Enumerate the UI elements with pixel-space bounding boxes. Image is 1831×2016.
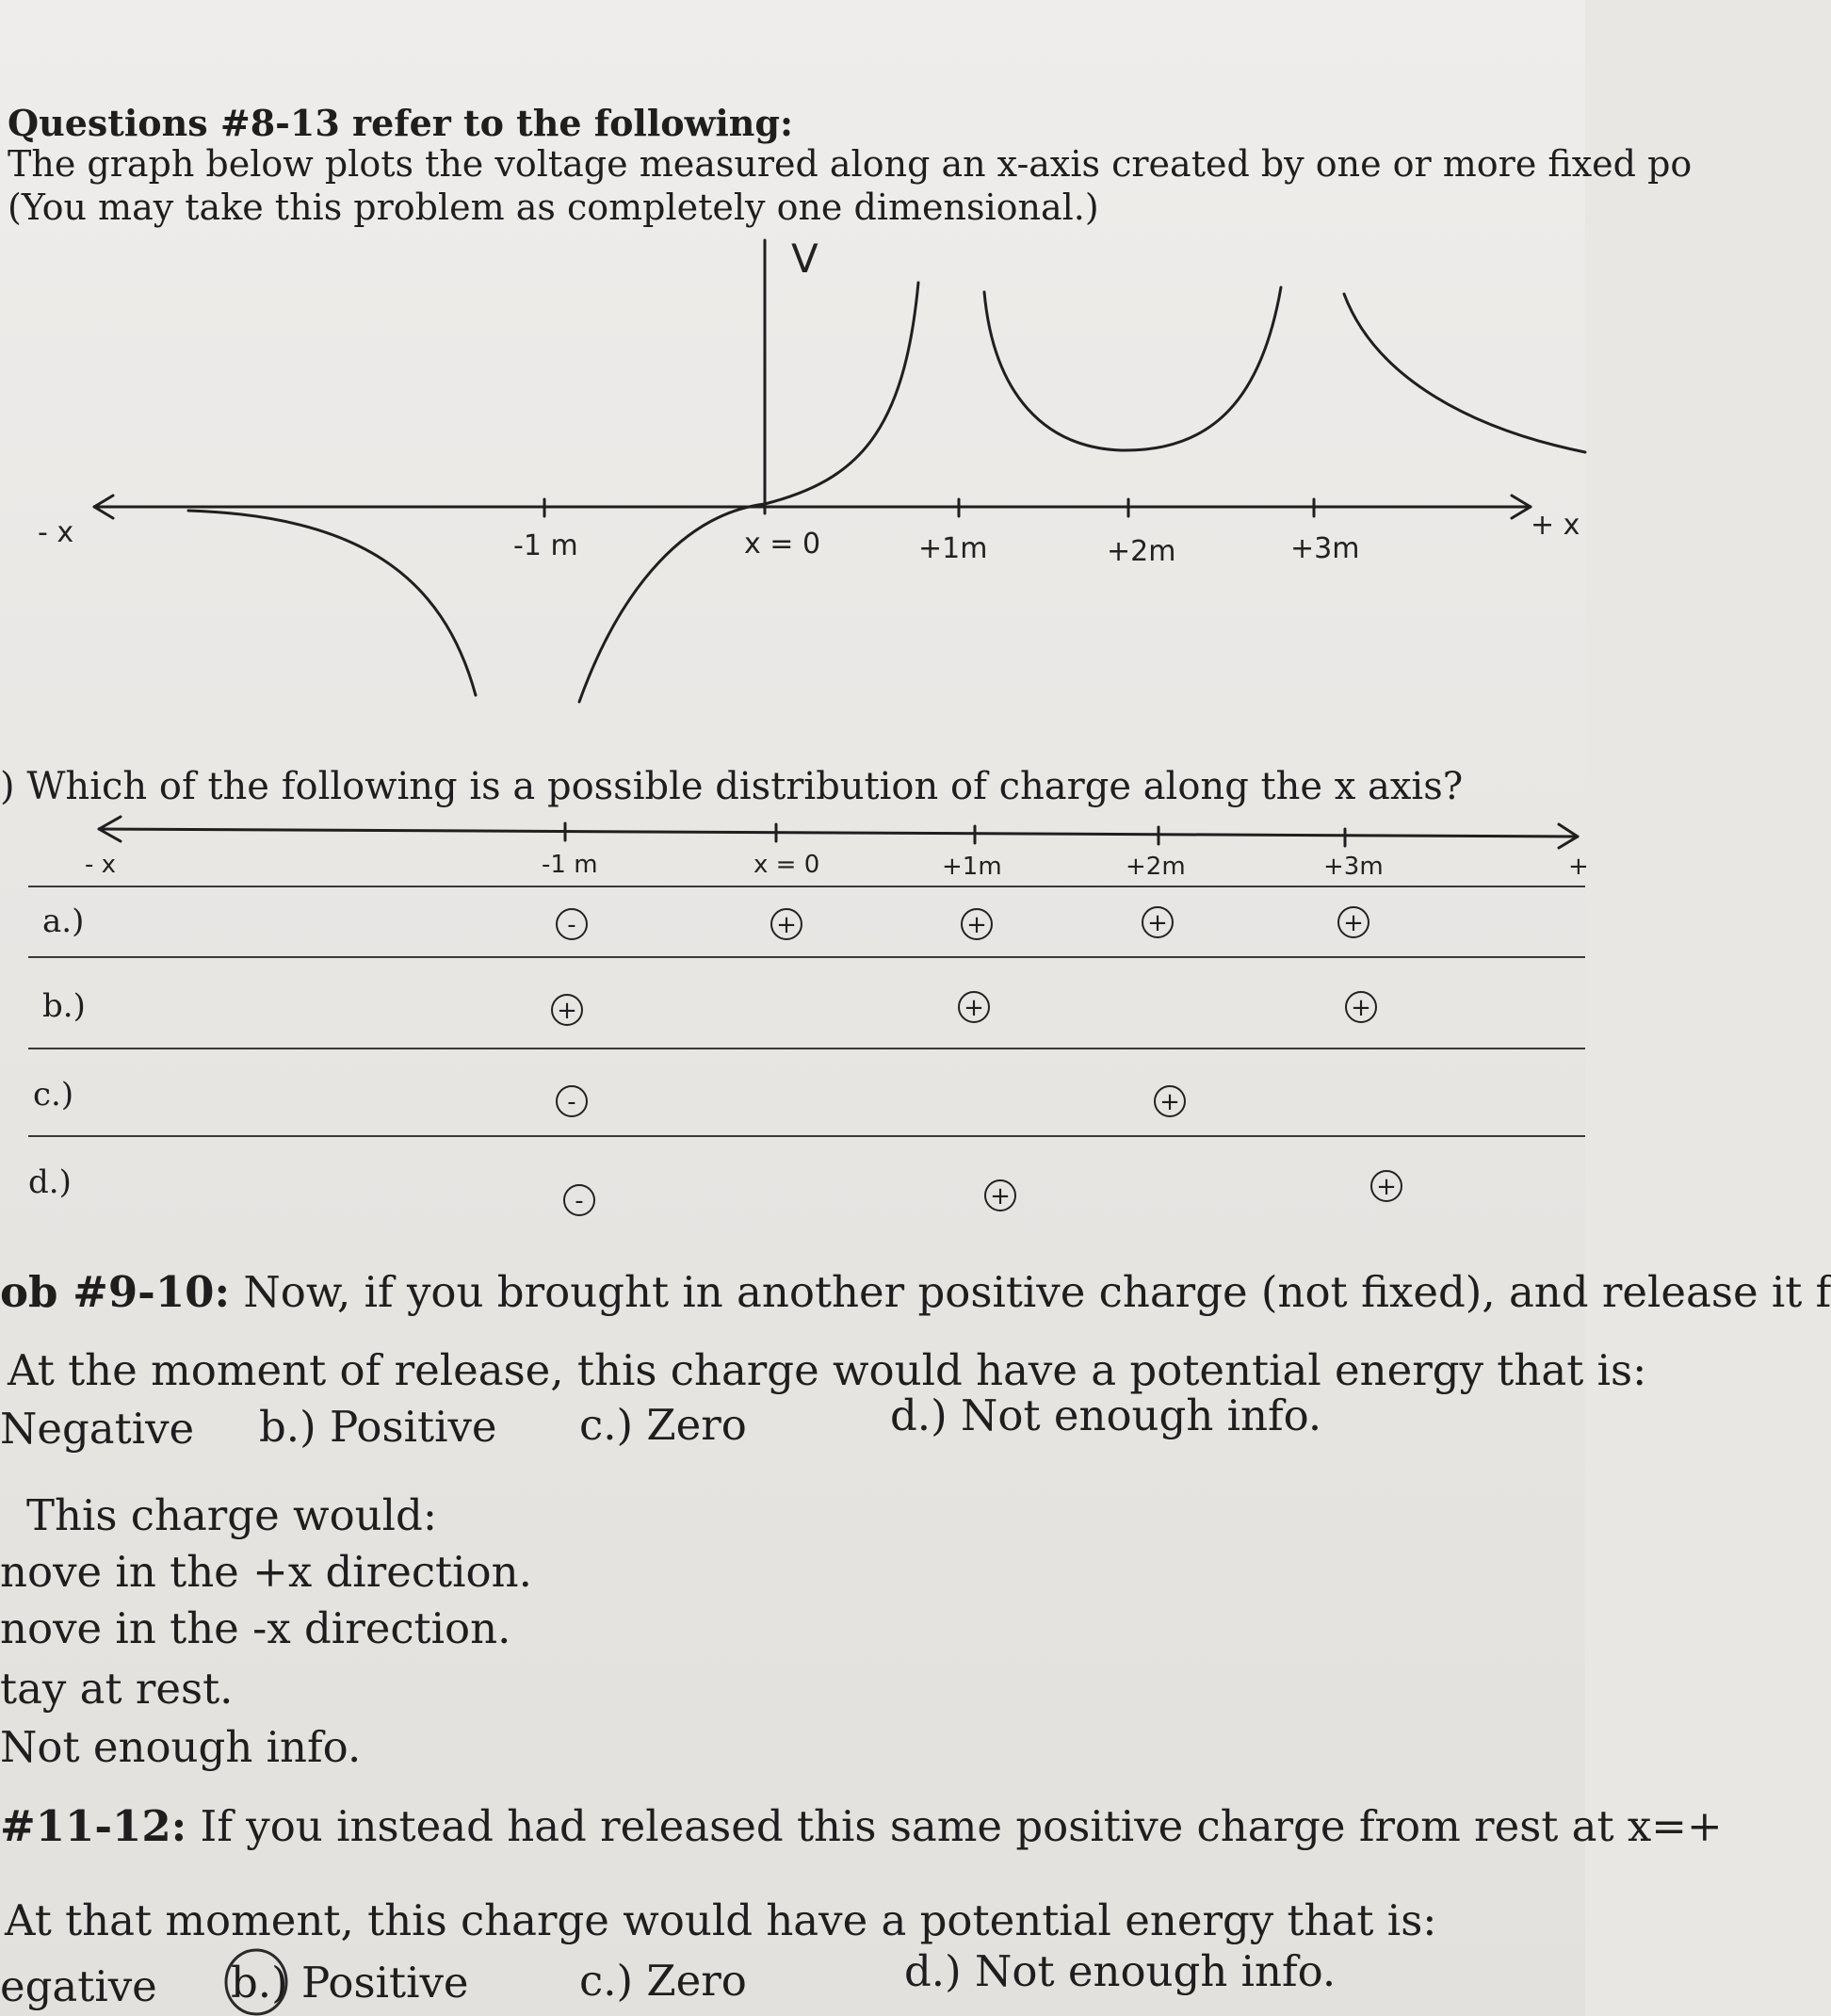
q8-option-d[interactable]: d.) (28, 1163, 72, 1201)
q9-choice-b[interactable]: b.) Positive (259, 1402, 497, 1452)
q8-prompt: ) Which of the following is a possible distribution of charge along the x axis? (0, 765, 1464, 808)
charge-positive-icon: + (1345, 991, 1377, 1023)
graph-tick-pos1: +1m (918, 532, 988, 565)
graph-tick-pos2: +2m (1107, 535, 1176, 568)
q11-12-heading-text: If you instead had released this same positive charge from rest at x=+ (186, 1801, 1723, 1851)
q8-axis-tick-pos3: +3m (1323, 853, 1384, 881)
charge-positive-icon: + (551, 994, 583, 1026)
q10-choice-b[interactable]: nove in the -x direction. (0, 1603, 511, 1653)
q8-axis-tick-pos2: +2m (1126, 853, 1186, 881)
charge-positive-icon: + (1337, 906, 1369, 938)
q9-choice-c[interactable]: c.) Zero (579, 1400, 747, 1450)
q10-choice-c[interactable]: tay at rest. (0, 1664, 234, 1714)
graph-pos-x-label: + x (1531, 509, 1580, 542)
charge-positive-icon: + (1142, 906, 1174, 938)
q8-axis-neg-x: - x (85, 851, 117, 879)
q10-prompt: This charge would: (26, 1490, 438, 1540)
q11-prompt: At that moment, this charge would have a potential energy that is: (5, 1895, 1437, 1945)
intro-line-2: (You may take this problem as completely one dimensional.) (8, 187, 1099, 228)
q8-option-c[interactable]: c.) (33, 1076, 74, 1114)
graph-tick-neg1: -1 m (513, 529, 578, 562)
q8-option-b[interactable]: b.) (42, 987, 86, 1025)
charge-positive-icon: + (984, 1179, 1016, 1211)
q9-10-heading-text: Now, if you brought in another positive charge (not fixed), and release it f (230, 1267, 1831, 1317)
charge-positive-icon: + (1154, 1085, 1186, 1117)
charge-positive-icon: + (1370, 1170, 1402, 1202)
q8-axis-tick-zero: x = 0 (753, 851, 820, 879)
q10-choice-a[interactable]: nove in the +x direction. (0, 1547, 532, 1597)
graph-neg-x-label: - x (38, 516, 74, 549)
q11-choice-a[interactable]: egative (0, 1961, 157, 2011)
q9-choice-d[interactable]: d.) Not enough info. (890, 1390, 1322, 1440)
graph-tick-pos3: +3m (1290, 532, 1360, 565)
q9-choice-a[interactable]: Negative (0, 1404, 195, 1454)
q9-prompt: At the moment of release, this charge would have a potential energy that is: (8, 1345, 1647, 1395)
q11-choice-b[interactable]: b.) Positive (231, 1958, 469, 2008)
q11-choice-d[interactable]: d.) Not enough info. (904, 1946, 1337, 1996)
intro-line-1: The graph below plots the voltage measured along an x-axis created by one or more fixed po (8, 143, 1693, 185)
q10-choice-d[interactable]: Not enough info. (0, 1722, 362, 1772)
q8-option-a[interactable]: a.) (42, 902, 85, 940)
charge-negative-icon: - (556, 908, 588, 940)
charge-negative-icon: - (563, 1184, 595, 1216)
q8-axis-tick-pos1: +1m (942, 853, 1002, 881)
charge-positive-icon: + (961, 908, 993, 940)
graph-v-label: V (791, 236, 818, 282)
graph-tick-zero: x = 0 (744, 528, 821, 561)
charge-positive-icon: + (958, 991, 990, 1023)
q11-12-heading-number: #11-12: (0, 1801, 187, 1851)
q11-choice-c[interactable]: c.) Zero (579, 1956, 747, 2006)
charge-positive-icon: + (770, 908, 802, 940)
q8-axis-tick-neg1: -1 m (542, 851, 598, 879)
q8-axis-pos-end: + (1568, 853, 1589, 881)
questions-heading: Questions #8-13 refer to the following: (8, 102, 794, 144)
charge-negative-icon: - (556, 1085, 588, 1117)
q9-10-heading-number: ob #9-10: (0, 1267, 231, 1317)
